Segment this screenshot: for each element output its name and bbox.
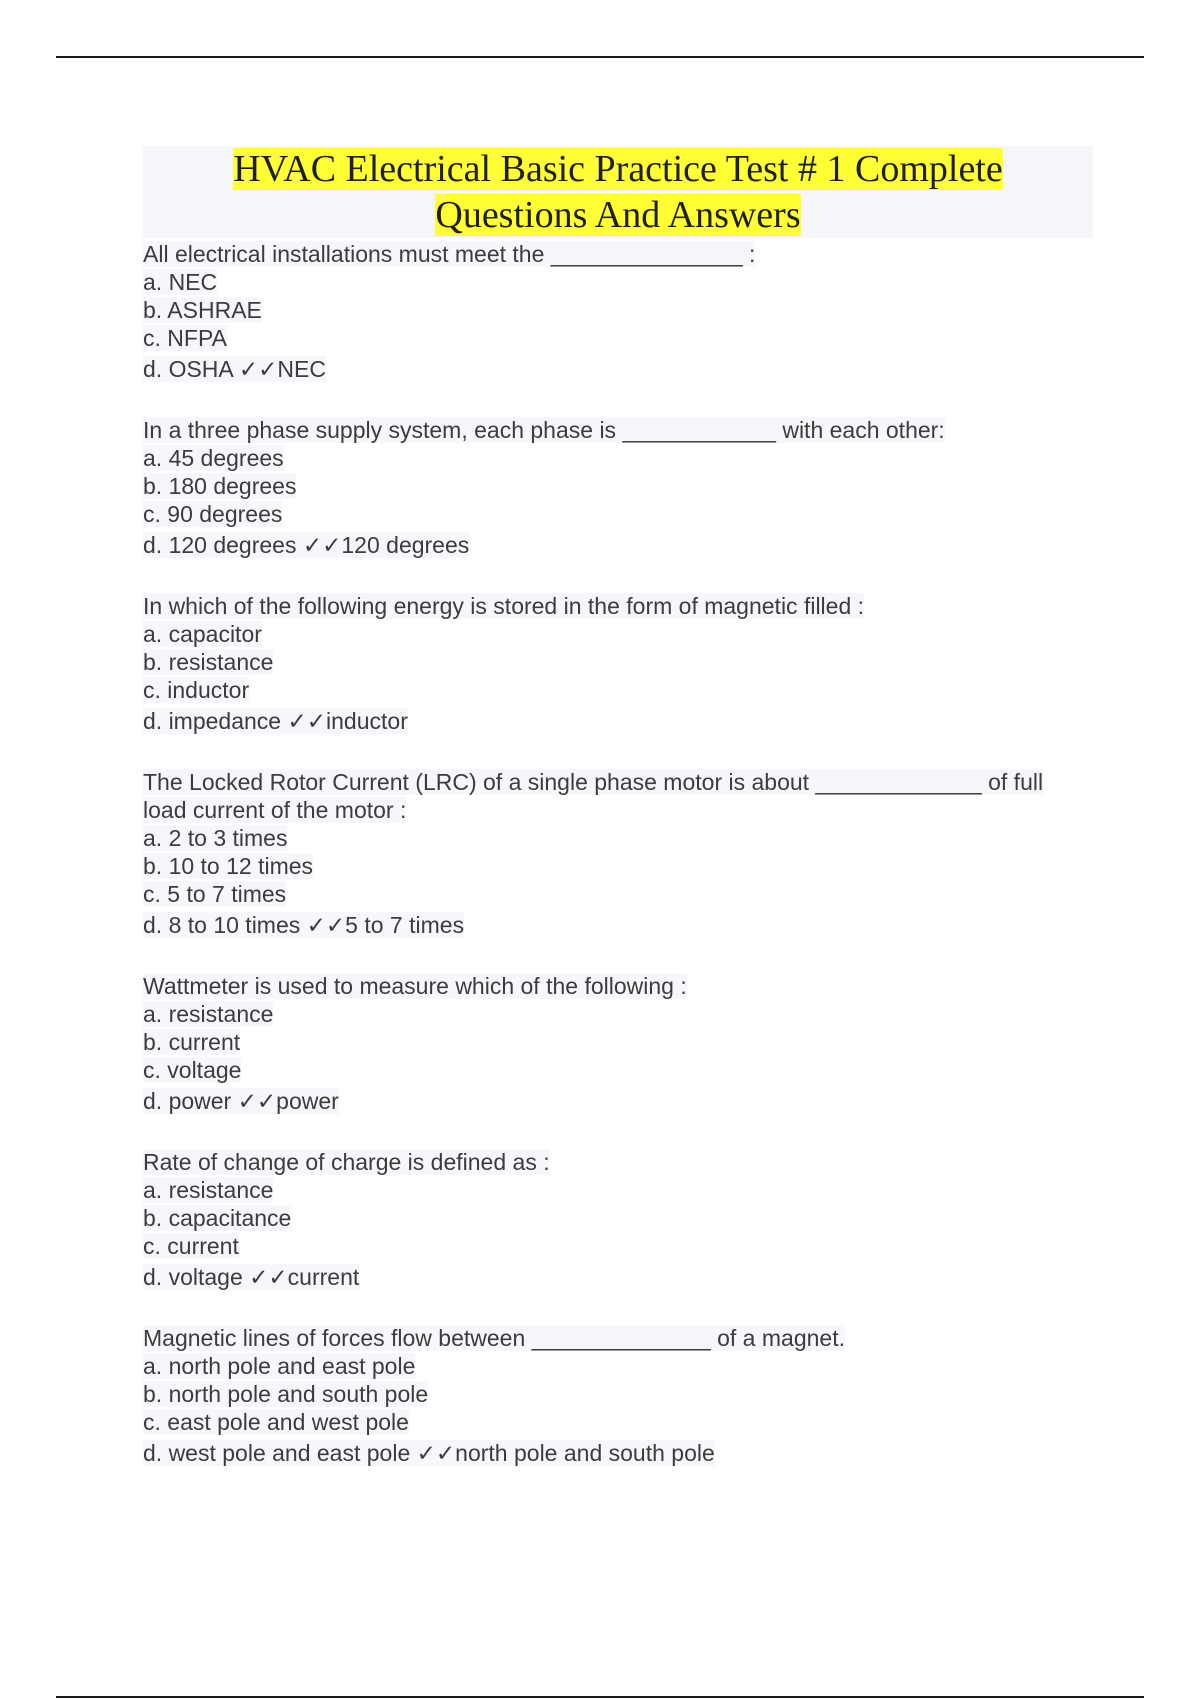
question-text: Rate of change of charge is defined as :: [143, 1149, 550, 1175]
question-text: Wattmeter is used to measure which of the following :: [143, 973, 687, 999]
option-a: a. north pole and east pole: [143, 1353, 416, 1379]
question-text: All electrical installations must meet the _______________ :: [143, 241, 756, 267]
option-d-with-answer: d. 8 to 10 times ✓✓5 to 7 times: [143, 912, 465, 938]
option-b: b. 10 to 12 times: [143, 853, 314, 879]
question-4: [143, 768, 1093, 942]
question-5: [143, 972, 1093, 1118]
option-d-with-answer: d. impedance ✓✓inductor: [143, 708, 408, 734]
question-1: [143, 240, 1093, 386]
title-line-1: HVAC Electrical Basic Practice Test # 1 Complete: [233, 148, 1003, 190]
option-a: a. 45 degrees: [143, 445, 284, 471]
question-text-line-1: The Locked Rotor Current (LRC) of a single phase motor is about _____________ of full: [143, 769, 1044, 795]
bottom-rule: [56, 1696, 1144, 1698]
question-text-line-2: load current of the motor :: [143, 797, 407, 823]
option-d-with-answer: d. power ✓✓power: [143, 1088, 339, 1114]
option-d-with-answer: d. OSHA ✓✓NEC: [143, 356, 326, 382]
option-b: b. north pole and south pole: [143, 1381, 429, 1407]
option-b: b. current: [143, 1029, 241, 1055]
option-a: a. resistance: [143, 1177, 274, 1203]
option-c: c. inductor: [143, 677, 250, 703]
title-line-2: Questions And Answers: [435, 194, 801, 236]
question-text: Magnetic lines of forces flow between ______________ of a magnet.: [143, 1325, 845, 1351]
option-c: c. 5 to 7 times: [143, 881, 287, 907]
top-rule: [56, 56, 1144, 58]
question-7: [143, 1324, 1093, 1470]
option-c: c. voltage: [143, 1057, 242, 1083]
option-c: c. NFPA: [143, 325, 227, 351]
option-b: b. ASHRAE: [143, 297, 262, 323]
option-d-with-answer: d. 120 degrees ✓✓120 degrees: [143, 532, 470, 558]
option-d-with-answer: d. voltage ✓✓current: [143, 1264, 360, 1290]
option-a: a. 2 to 3 times: [143, 825, 288, 851]
question-2: [143, 416, 1093, 562]
option-b: b. resistance: [143, 649, 274, 675]
document-title: [143, 146, 1093, 238]
question-text: In which of the following energy is stored in the form of magnetic filled :: [143, 593, 865, 619]
option-a: a. capacitor: [143, 621, 262, 647]
option-a: a. NEC: [143, 269, 218, 295]
option-c: c. 90 degrees: [143, 501, 283, 527]
question-text: In a three phase supply system, each phase is ____________ with each other:: [143, 417, 945, 443]
document-body: [143, 146, 1093, 1500]
option-b: b. 180 degrees: [143, 473, 297, 499]
question-6: [143, 1148, 1093, 1294]
option-d-with-answer: d. west pole and east pole ✓✓north pole and south pole: [143, 1440, 715, 1466]
question-3: [143, 592, 1093, 738]
option-b: b. capacitance: [143, 1205, 292, 1231]
option-a: a. resistance: [143, 1001, 274, 1027]
option-c: c. current: [143, 1233, 239, 1259]
option-c: c. east pole and west pole: [143, 1409, 409, 1435]
